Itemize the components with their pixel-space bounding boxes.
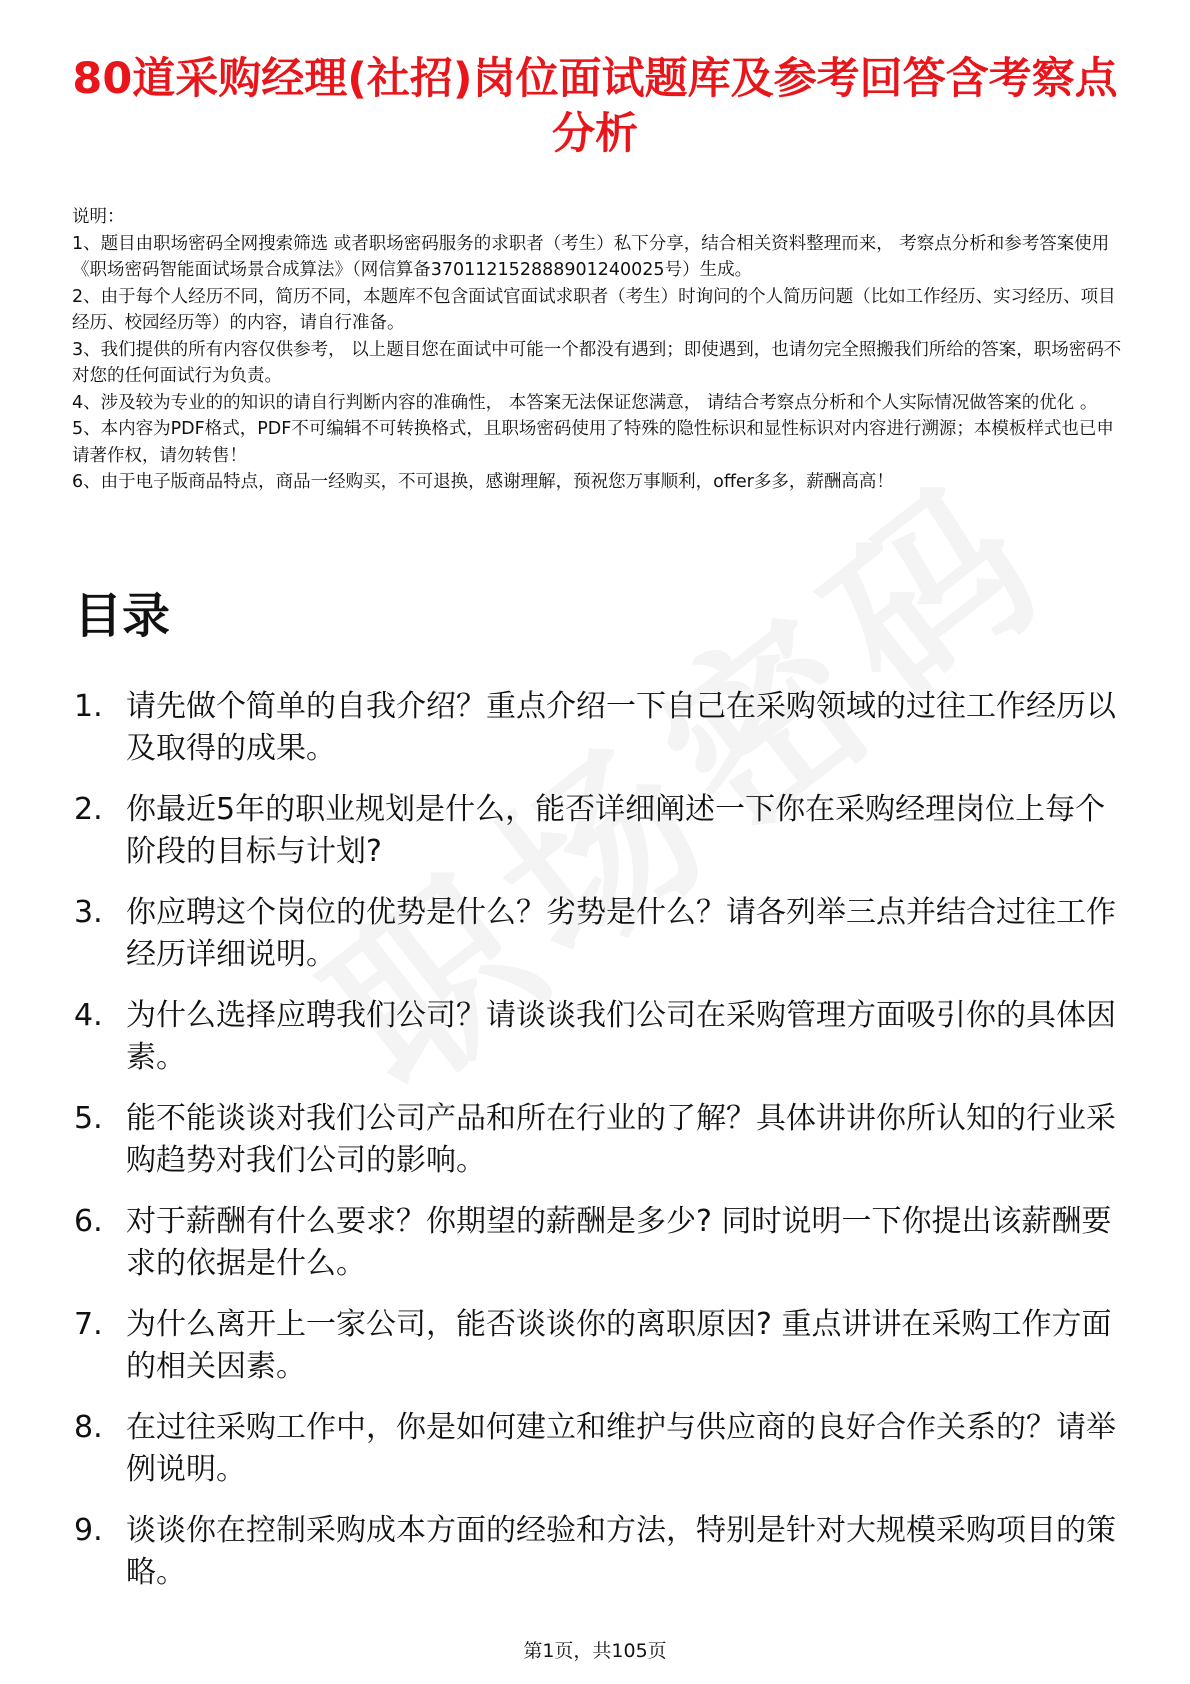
toc-item-number: 2.	[74, 792, 103, 827]
toc-item[interactable]	[74, 1201, 1124, 1285]
toc-item[interactable]	[74, 892, 1124, 976]
toc-item[interactable]	[74, 1098, 1124, 1182]
document-title: 80道采购经理(社招)岗位面试题库及参考回答含考察点分析	[72, 54, 1118, 159]
note-item: 4、涉及较为专业的的知识的请自行判断内容的准确性， 本答案无法保证您满意， 请结合考察点分析和个人实际情况做答案的优化 。	[72, 392, 1098, 413]
toc-item-text: 能不能谈谈对我们公司产品和所在行业的了解？具体讲讲你所认知的行业采购趋势对我们公司的影响。	[126, 1101, 1116, 1178]
toc-item-text: 你最近5年的职业规划是什么，能否详细阐述一下你在采购经理岗位上每个阶段的目标与计划?	[126, 792, 1106, 869]
toc-item-number: 6.	[74, 1204, 103, 1239]
note-item: 3、我们提供的所有内容仅供参考， 以上题目您在面试中可能一个都没有遇到；即使遇到，也请勿完全照搬我们所给的答案，职场密码不对您的任何面试行为负责。	[72, 339, 1122, 386]
toc-item[interactable]	[74, 1304, 1124, 1388]
toc-item-number: 3.	[74, 895, 103, 930]
notes-section	[72, 204, 1122, 496]
note-item: 2、由于每个人经历不同，简历不同，本题库不包含面试官面试求职者（考生）时询问的个人简历问题（比如工作经历、实习经历、项目经历、校园经历等）的内容，请自行准备。	[72, 286, 1116, 333]
toc-item-number: 5.	[74, 1101, 103, 1136]
toc-item-number: 8.	[74, 1410, 103, 1445]
note-item: 5、本内容为PDF格式，PDF不可编辑不可转换格式，且职场密码使用了特殊的隐性标识和显性标识对内容进行溯源；本模板样式也已申请著作权，请勿转售！	[72, 419, 1114, 466]
toc-item[interactable]	[74, 1510, 1124, 1594]
toc-item[interactable]	[74, 1407, 1124, 1491]
toc-item-text: 请先做个简单的自我介绍？重点介绍一下自己在采购领域的过往工作经历以及取得的成果。	[126, 689, 1116, 766]
toc-item-number: 7.	[74, 1307, 103, 1342]
toc-item[interactable]	[74, 789, 1124, 873]
toc-item-text: 为什么离开上一家公司，能否谈谈你的离职原因? 重点讲讲在采购工作方面的相关因素。	[126, 1307, 1112, 1384]
toc-heading: 目录	[74, 588, 171, 644]
toc-item-text: 谈谈你在控制采购成本方面的经验和方法，特别是针对大规模采购项目的策略。	[126, 1513, 1116, 1590]
toc-item[interactable]	[74, 995, 1124, 1079]
toc-item-number: 4.	[74, 998, 103, 1033]
toc-item-text: 对于薪酬有什么要求？你期望的薪酬是多少? 同时说明一下你提出该薪酬要求的依据是什么。	[126, 1204, 1112, 1281]
toc-item-text: 为什么选择应聘我们公司？请谈谈我们公司在采购管理方面吸引你的具体因素。	[126, 998, 1116, 1075]
toc-item-text: 你应聘这个岗位的优势是什么？劣势是什么？请各列举三点并结合过往工作经历详细说明。	[126, 895, 1116, 972]
toc-item[interactable]	[74, 686, 1124, 770]
notes-heading: 说明：	[72, 207, 125, 227]
toc-item-text: 在过往采购工作中，你是如何建立和维护与供应商的良好合作关系的？请举例说明。	[126, 1410, 1116, 1487]
note-item: 6、由于电子版商品特点，商品一经购买，不可退换，感谢理解，预祝您万事顺利，offer多多，薪酬高高！	[72, 472, 894, 492]
toc-list	[74, 686, 1124, 1613]
toc-item-number: 9.	[74, 1513, 103, 1548]
toc-item-number: 1.	[74, 689, 103, 724]
page-number-footer: 第1页，共105页	[523, 1640, 667, 1662]
note-item: 1、题目由职场密码全网搜索筛选 或者职场密码服务的求职者（考生）私下分享，结合相关资料整理而来， 考察点分析和参考答案使用《职场密码智能面试场景合成算法》（网信算备370112152888901240025号）生成。	[72, 233, 1110, 280]
